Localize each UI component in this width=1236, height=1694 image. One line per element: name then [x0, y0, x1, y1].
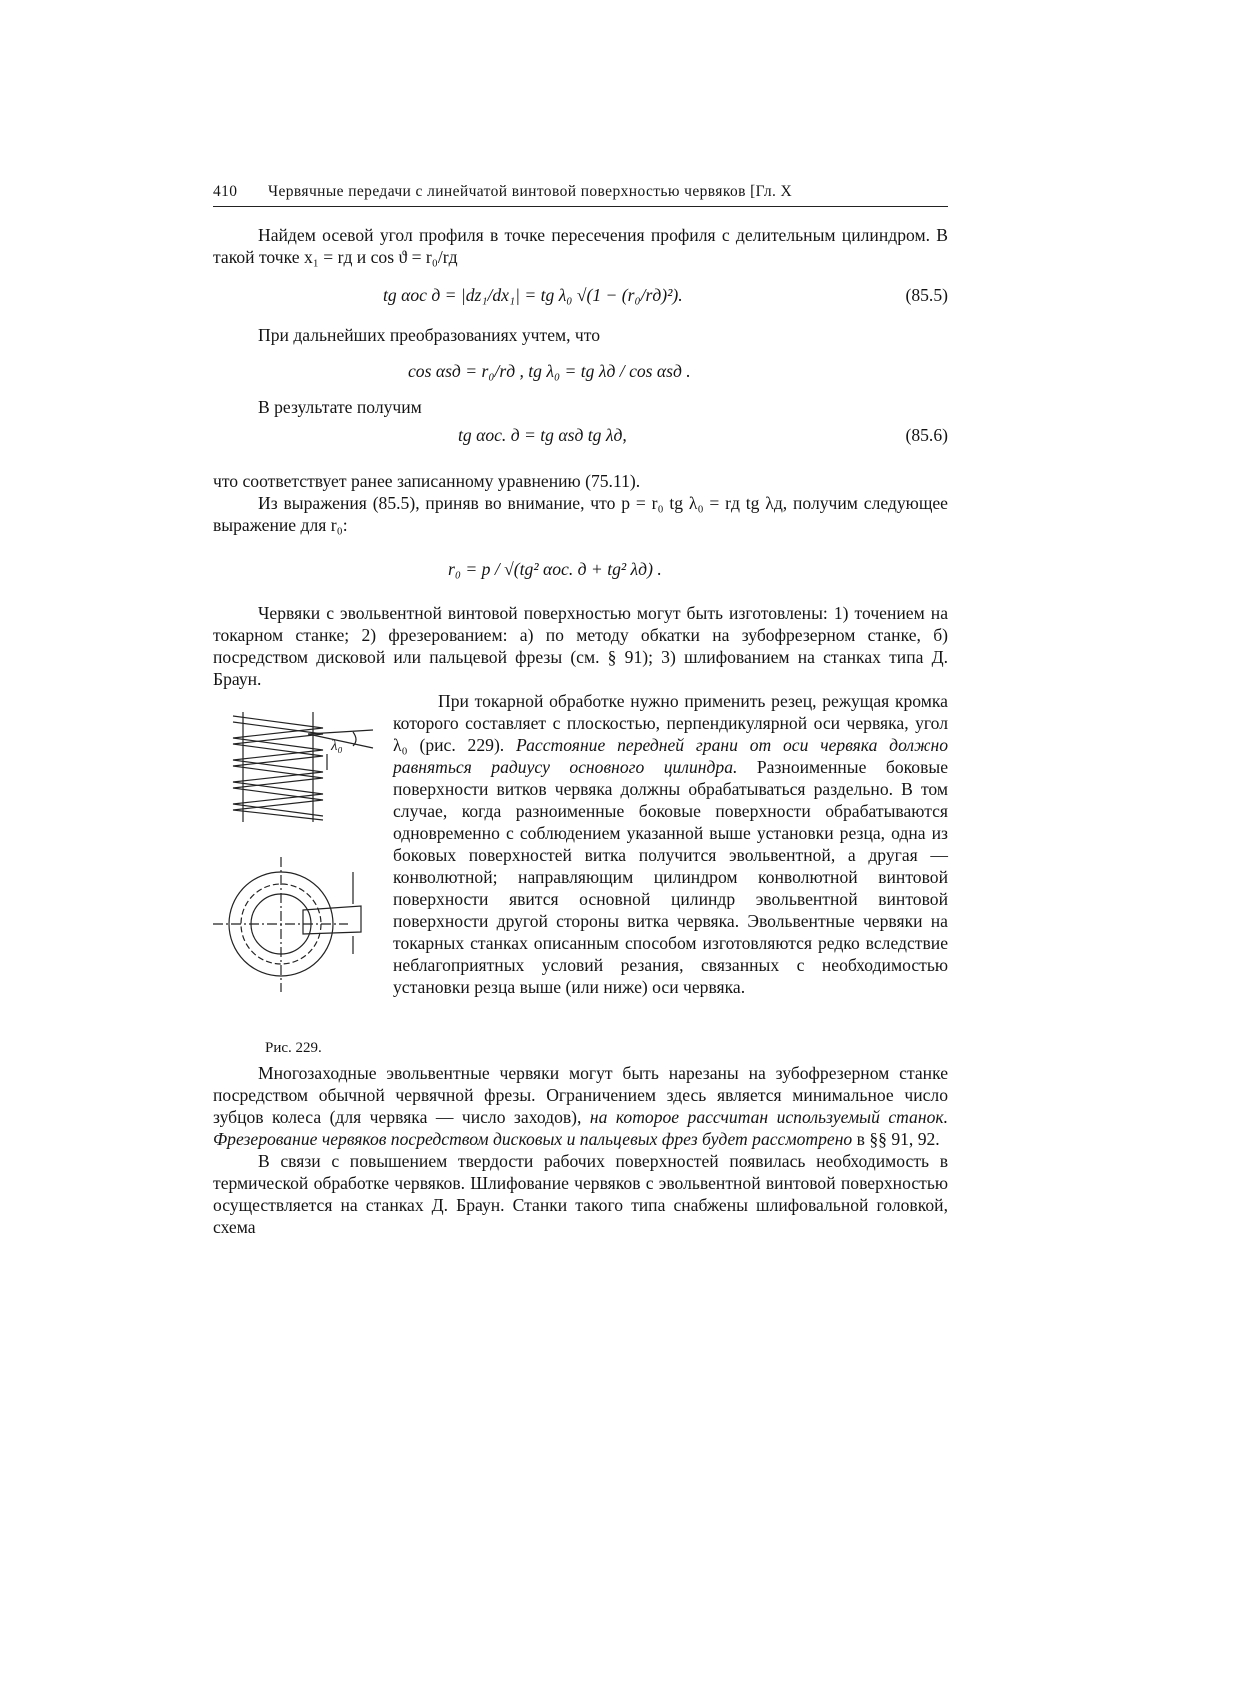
paragraph-text: При токарной обработке нужно применить резец, режущая кромка которого составляет с плоскостью, перпендикулярной оси червяка, угол λ₀ (рис. 229). [393, 691, 948, 755]
paragraph-text: Разноименные боковые поверхности витков червяка должны обрабатываться раздельно. В том случае, когда разноименные боковые поверхности обрабатываются одновременно с соблюдением указанной выше установки резца, одна из боковых поверхностей витка получится эвольвентной, а другая — конволютной; направляющим цилиндром конволютной винтовой поверхности явится основной цилиндр эвольвентной винтовой поверхности другой стороны витка червяка. Эвольвентные червяки на токарных станках описанным способом изготовляются редко вследствие неблагоприятных условий резания, связанных с необходимостью установки резца выше (или ниже) оси червяка. [393, 757, 949, 997]
paragraph: Из выражения (85.5), приняв во внимание, что p = r₀ tg λ₀ = rд tg λд, получим следующее выражение для r₀: [213, 493, 948, 535]
equation-number: (85.5) [905, 285, 948, 305]
paragraph: что соответствует ранее записанному уравнению (75.11). [213, 471, 641, 491]
paragraph: Червяки с эвольвентной винтовой поверхностью могут быть изготовлены: 1) точением на токарном станке; 2) фрезерованием: а) по методу обкатки на зубофрезерном станке, б) посредством дисковой или пальцевой фрезы (см. § 91); 3) шлифованием на станках типа Д. Браун. [213, 603, 948, 689]
running-header [213, 182, 948, 207]
page-body [213, 224, 948, 1238]
figure-229 [213, 692, 383, 1062]
lambda-label: λ₀ [331, 738, 343, 754]
worm-cutter-illustration [213, 692, 383, 1032]
equation-formula: r₀ = p / √(tg² αос. д + tg² λд) . [448, 559, 662, 579]
italic-text: на которое рассчитан используемый станок. Фрезерование червяков посредством дисковых и пальцевых фрез будет рассмотрено [213, 1107, 948, 1149]
running-title: Червячные передачи с линейчатой винтовой поверхностью червяков [Гл. X [268, 183, 793, 200]
equation-85-6 [213, 418, 948, 470]
paragraph [213, 1062, 948, 1150]
italic-text: Расстояние передней грани от оси червяка должно равняться радиусу основного цилиндра. [393, 735, 948, 777]
equation-r0 [213, 536, 948, 602]
paragraph: В результате получим [258, 397, 422, 417]
figure-caption: Рис. 229. [265, 1040, 322, 1056]
equation-number: (85.6) [905, 425, 948, 445]
paragraph-text: Многозаходные эвольвентные червяки могут быть нарезаны на зубофрезерном станке посредством обычной червячной фрезы. Ограничением здесь является минимальное число зубцов колеса (для червяка — число заходов), [213, 1063, 948, 1127]
paragraph: В связи с повышением твердости рабочих поверхностей появилась необходимость в термической обработке червяков. Шлифование червяков с эвольвентной винтовой поверхностью осуществляется на станках Д. Браун. Станки такого типа снабжены шлифовальной головкой, схема [213, 1151, 948, 1237]
equation-85-5 [213, 268, 948, 324]
equation-formula: tg αос д = |dz₁/dx₁| = tg λ₀ √(1 − (r₀/rд)²). [383, 285, 683, 305]
equation-cos-alpha [213, 346, 948, 396]
paragraph: Найдем осевой угол профиля в точке пересечения профиля с делительным цилиндром. В такой точке x₁ = rд и cos ϑ = r₀/rд [213, 225, 948, 267]
equation-formula: tg αос. д = tg αsд tg λд, [458, 425, 627, 445]
paragraph-text: в §§ 91, 92. [856, 1129, 940, 1149]
equation-formula: cos αsд = r₀/rд , tg λ₀ = tg λд / cos αsд . [408, 361, 691, 381]
paragraph: При дальнейших преобразованиях учтем, что [258, 325, 601, 345]
page-number: 410 [213, 183, 238, 200]
